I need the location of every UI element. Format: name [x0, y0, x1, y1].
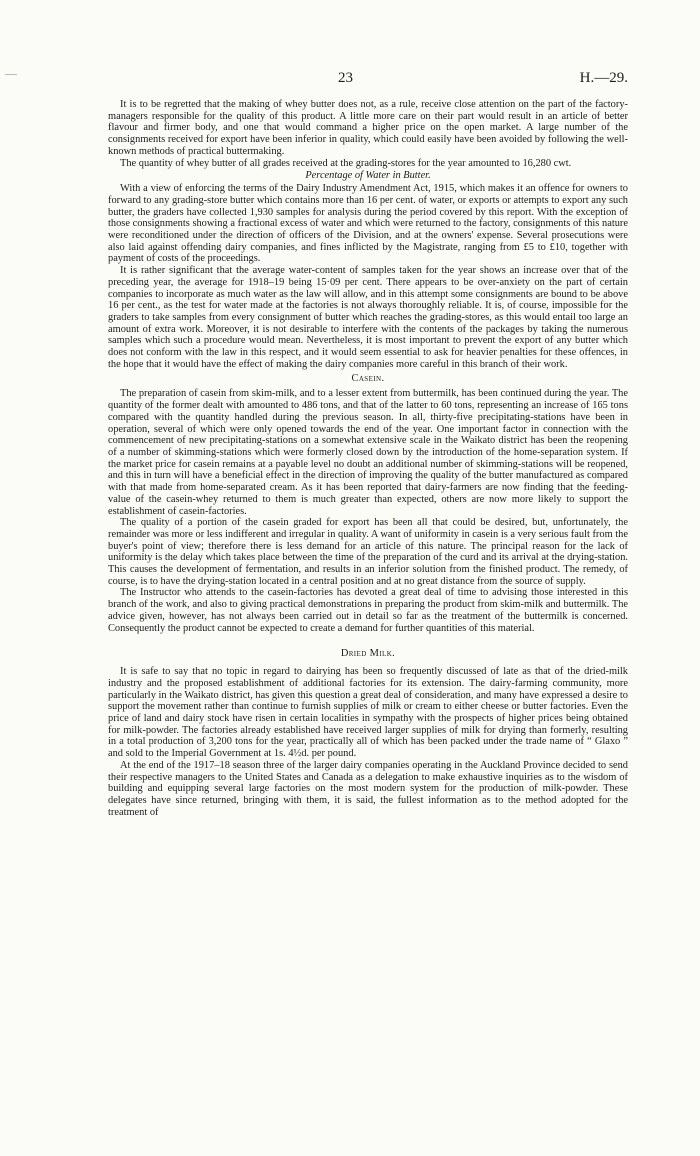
- paragraph: The quality of a portion of the casein graded for export has been all that could be desired, but, unfortunately, the remainder was more or less indifferent and irregular in quality. A want of uniformity in casein is a very serious fault from the buyer's point of view; therefore there is less demand for an article of this nature. The principal reason for the lack of uniformity is the delay which takes place between the time of the preparation of the curd and its arrival at the drying-station. This causes the development of fermentation, and results in an inferior solution from the finished product. The remedy, of course, is to have the drying-station located in a central position and at no great distance from the source of supply.: [108, 517, 628, 587]
- paragraph: It is to be regretted that the making of whey butter does not, as a rule, receive close attention on the part of the factory-managers responsible for the quality of this product. A little more care on their part would result in an article of better flavour and firmer body, and one that would command a higher price on the open market. A large number of the consignments received for export have been inferior in quality, which could easily have been avoided by following the well-known methods of practical buttermaking.: [108, 99, 628, 157]
- document-reference: H.—29.: [579, 70, 628, 86]
- paragraph: The Instructor who attends to the casein-factories has devoted a great deal of time to advising those interested in this branch of the work, and also to giving practical demonstrations in preparing the product from skim-milk and buttermilk. The advice given, however, has not always been carried out in detail so far as the treatment of the buttermilk is concerned. Consequently the product cannot be expected to create a demand for further quantities of this material.: [108, 587, 628, 634]
- paragraph: It is safe to say that no topic in regard to dairying has been so frequently discussed of late as that of the dried-milk industry and the proposed establishment of additional factories for its extension. The dairy-farming community, more particularly in the Waikato district, has given this question a great deal of consideration, and many have expressed a desire to support the movement rather than continue to furnish supplies of milk or cream to either cheese or butter factories. Even the price of land and dairy stock have risen in certain localities in sympathy with the prospects of higher prices being obtained for milk-powder. The factories already established have received larger supplies of milk for drying than formerly, resulting in a total production of 3,200 tons for the year, practically all of which has been packed under the trade name of “ Glaxo ” and sold to the Imperial Government at 1s. 4½d. per pound.: [108, 666, 628, 760]
- page-number: 23: [338, 70, 353, 86]
- page-body: [108, 99, 628, 818]
- margin-mark: [5, 74, 17, 75]
- document-page: [108, 70, 628, 818]
- paragraph: It is rather significant that the average water-content of samples taken for the year shows an increase over that of the preceding year, the average for 1918–19 being 15·09 per cent. There appears to be over-anxiety on the part of certain companies to incorporate as much water as the law will allow, and in this attempt some consignments are bound to be above 16 per cent., as the test for water made at the factories is not always thoroughly reliable. It is, of course, impossible for the graders to take samples from every consignment of butter which reaches the grading-stores, as this would entail too large an amount of extra work. Moreover, it is not desirable to interfere with the contents of the packages by taking the numerous samples which such a procedure would mean. Nevertheless, it is most important to prevent the export of any butter which does not conform with the law in this respect, and it would seem essential to ask for heavier penalties for these offences, in the hope that it would have the effect of making the dairy companies more careful in this branch of their work.: [108, 265, 628, 370]
- section-heading-water: Percentage of Water in Butter.: [305, 170, 431, 182]
- paragraph: With a view of enforcing the terms of the Dairy Industry Amendment Act, 1915, which makes it an offence for owners to forward to any grading-store butter which contains more than 16 per cent. of water, or exports or attempts to export any such butter, the graders have collected 1,930 samples for analysis during the period covered by this report. With the exception of those consignments showing a fractional excess of water and which were returned to the factory, consignments of this nature were reconditioned under the direction of officers of the Division, and at the owners' expense. Several prosecutions were also laid against offending dairy companies, and fines inflicted by the Magistrate, ranging from £5 to £10, together with payment of costs of the proceedings.: [108, 183, 628, 265]
- section-heading-casein: Casein.: [351, 373, 385, 385]
- section-heading-dried-milk: Dried Milk.: [340, 648, 396, 660]
- paragraph: At the end of the 1917–18 season three of the larger dairy companies operating in the Auckland Province decided to send their respective managers to the United States and Canada as a delegation to make exhaustive inquiries as to the wisdom of building and equipping several large factories on the most modern system for the production of milk-powder. These delegates have since returned, bringing with them, it is said, the fullest information as to the method adopted for the treatment of: [108, 759, 628, 818]
- paragraph: The preparation of casein from skim-milk, and to a lesser extent from buttermilk, has been continued during the year. The quantity of the former dealt with amounted to 486 tons, and that of the latter to 60 tons, representing an increase of 165 tons compared with the quantity handled during the previous season. In all, thirty-five precipitating-stations have been in operation, several of which were only opened towards the end of the year. One important factor in connection with the commencement of new precipitating-stations on a somewhat extensive scale in the Waikato district has been the reopening of a number of skimming-stations which were formerly closed down by the introduction of the home-separation system. If the market price for casein remains at a payable level no doubt an additional number of skimming-stations will be reopened, and this in turn will have a beneficial effect in the direction of improving the quality of the butter manufactured as compared with that made from home-separated cream. As it has been reported that dairy-farmers are now finding that the feeding-value of the casein-whey returned to them is much greater than expected, others are now more likely to support the establishment of casein-factories.: [108, 388, 628, 517]
- paragraph: The quantity of whey butter of all grades received at the grading-stores for the year amounted to 16,280 cwt.: [120, 157, 572, 169]
- page-header: [108, 70, 628, 94]
